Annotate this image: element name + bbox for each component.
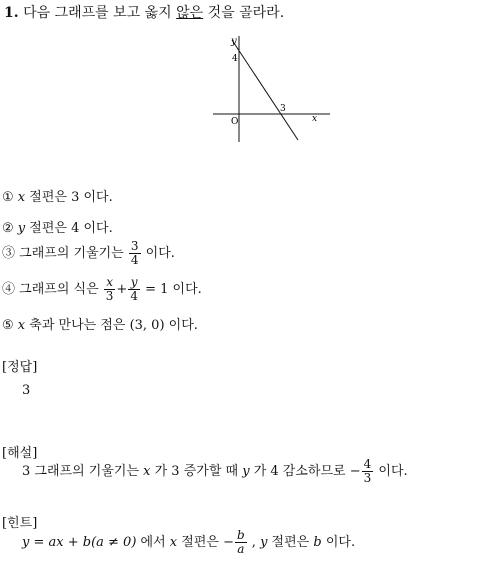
hint-fraction <box>235 529 247 556</box>
option-marker: ① <box>2 190 14 205</box>
equals-one: = 1 <box>145 282 169 297</box>
hint-part: 에서 <box>136 535 170 550</box>
hint-var: y <box>260 535 268 550</box>
answer-value: 3 <box>22 383 31 398</box>
graph <box>205 32 335 144</box>
question-text-before: 다음 그래프를 보고 옳지 <box>23 5 177 21</box>
option-var: x <box>17 318 26 333</box>
option-marker: ④ <box>2 282 16 297</box>
option-text: 절편은 4 이다. <box>25 221 113 236</box>
answer-label: [정답] <box>2 360 38 375</box>
fraction-numerator: b <box>236 528 245 542</box>
fraction-numerator: y <box>128 276 140 290</box>
option-marker: ③ <box>2 246 16 261</box>
explanation-label: [해설] <box>2 446 38 461</box>
fraction-numerator: 3 <box>130 239 139 253</box>
option-text-before: 그래프의 기울기는 <box>15 246 128 261</box>
hint-part: 절편은 − <box>177 535 234 550</box>
explanation-var: y <box>242 464 250 479</box>
option-text: 축과 만나는 점은 (3, 0) 이다. <box>25 318 198 333</box>
fraction-numerator: 4 <box>363 457 372 471</box>
option-var: y <box>17 221 26 236</box>
fraction-denominator: 3 <box>105 289 114 303</box>
explanation-fraction <box>362 458 374 485</box>
fraction-denominator: 3 <box>363 471 372 485</box>
hint-part: 이다. <box>321 535 356 550</box>
question-line <box>4 2 284 22</box>
option-4 <box>2 276 202 303</box>
explanation-var: x <box>143 464 151 479</box>
x-axis-label: x <box>312 114 318 124</box>
option-text-after: 이다. <box>168 282 202 297</box>
explanation-text <box>22 458 408 485</box>
minus-sign: − <box>349 464 361 479</box>
option-marker: ⑤ <box>2 318 14 333</box>
explanation-part: 가 3 증가할 때 <box>150 464 243 479</box>
hint-part: 절편은 <box>267 535 314 550</box>
explanation-part: 3 그래프의 기울기는 <box>22 464 144 479</box>
hint-part: , <box>247 535 261 550</box>
hint-formula: y = ax + b(a ≠ 0) <box>22 535 137 550</box>
option-text-before: 그래프의 식은 <box>15 282 103 297</box>
hint-var: b <box>313 535 322 550</box>
plus-sign: + <box>116 282 128 297</box>
hint-var: x <box>169 535 178 550</box>
explanation-part: 가 4 감소하므로 <box>249 464 350 479</box>
fraction-denominator: a <box>237 542 245 556</box>
fraction-numerator: x <box>104 276 116 290</box>
option-1 <box>2 186 113 205</box>
x-intercept-label: 3 <box>280 104 286 114</box>
option-var: x <box>17 190 26 205</box>
hint-text <box>22 529 355 556</box>
y-axis-label: y <box>231 36 237 47</box>
fraction-denominator: 4 <box>130 289 138 303</box>
fraction-y-over-4 <box>128 276 140 303</box>
origin-label: O <box>231 117 239 127</box>
question-number: 1. <box>4 5 19 21</box>
option-text-after: 이다. <box>141 246 175 261</box>
question-text-after: 것을 골라라. <box>203 5 285 21</box>
hint-label: [힌트] <box>2 516 38 531</box>
question-text-underlined: 않은 <box>176 5 204 21</box>
option-text: 절편은 3 이다. <box>25 190 113 205</box>
fraction-x-over-3 <box>104 276 116 303</box>
explanation-part: 이다. <box>374 464 408 479</box>
option-2 <box>2 217 113 236</box>
option-5 <box>2 314 198 333</box>
y-intercept-label: 4 <box>232 54 238 64</box>
option-3 <box>2 240 175 267</box>
slope-fraction <box>129 240 141 267</box>
fraction-denominator: 4 <box>130 253 139 267</box>
graph-line <box>232 40 298 140</box>
option-marker: ② <box>2 221 14 236</box>
